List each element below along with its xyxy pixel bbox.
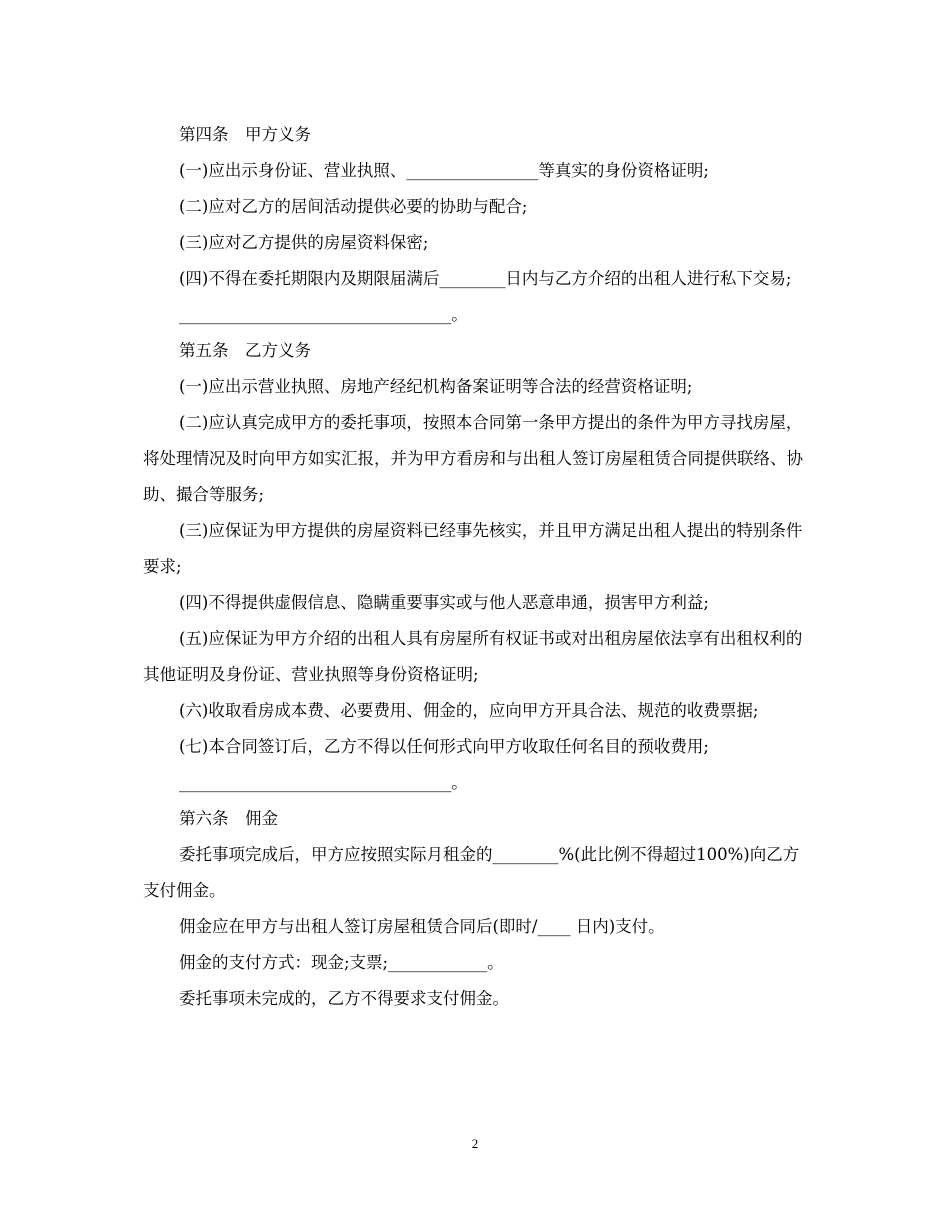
article-5-heading: 第五条 乙方义务 [179,341,311,360]
page-number: 2 [471,1136,479,1151]
article-5-item-1: (一)应出示营业执照、房地产经纪机构备案证明等合法的经营资格证明; [179,377,693,396]
article-5-item-4: (四)不得提供虚假信息、隐瞒重要事实或与他人恶意串通，损害甲方利益; [179,593,709,612]
article-4-blank-line: _________________________________。 [179,305,468,324]
article-5-item-6: (六)收取看房成本费、必要费用、佣金的，应向甲方开具合法、规范的收费票据; [179,701,759,720]
article-6-paragraph-1: 委托事项完成后，甲方应按照实际月租金的________%(此比例不得超过100%)向乙方支付佣金。 [143,845,800,900]
article-6-paragraph-3: 佣金的支付方式：现金;支票;____________。 [179,953,504,972]
article-5-item-3: (三)应保证为甲方提供的房屋资料已经事先核实，并且甲方满足出租人提出的特别条件要求; [143,521,803,576]
article-4-item-2: (二)应对乙方的居间活动提供必要的协助与配合; [179,197,528,216]
article-6-heading: 第六条 佣金 [179,809,278,828]
article-5-blank-line: _________________________________。 [179,773,468,792]
article-6-paragraph-4: 委托事项未完成的，乙方不得要求支付佣金。 [179,989,509,1008]
article-5-item-2: (二)应认真完成甲方的委托事项，按照本合同第一条甲方提出的条件为甲方寻找房屋，将处理情况及时向甲方如实汇报，并为甲方看房和与出租人签订房屋租赁合同提供联络、协助、撮合等服务; [143,413,803,504]
article-4-item-1: (一)应出示身份证、营业执照、________________等真实的身份资格证明; [179,161,709,180]
article-4-item-4: (四)不得在委托期限内及期限届满后________日内与乙方介绍的出租人进行私下交易; [179,269,792,288]
article-4-item-3: (三)应对乙方提供的房屋资料保密; [179,233,429,252]
article-5-item-7: (七)本合同签订后，乙方不得以任何形式向甲方收取任何名目的预收费用; [179,737,709,756]
article-6-paragraph-2: 佣金应在甲方与出租人签订房屋租赁合同后(即时/____ 日内)支付。 [179,917,665,936]
article-4-heading: 第四条 甲方义务 [179,125,311,144]
article-5-item-5: (五)应保证为甲方介绍的出租人具有房屋所有权证书或对出租房屋依法享有出租权利的其他证明及身份证、营业执照等身份资格证明; [143,629,803,684]
document-body [143,117,808,1017]
